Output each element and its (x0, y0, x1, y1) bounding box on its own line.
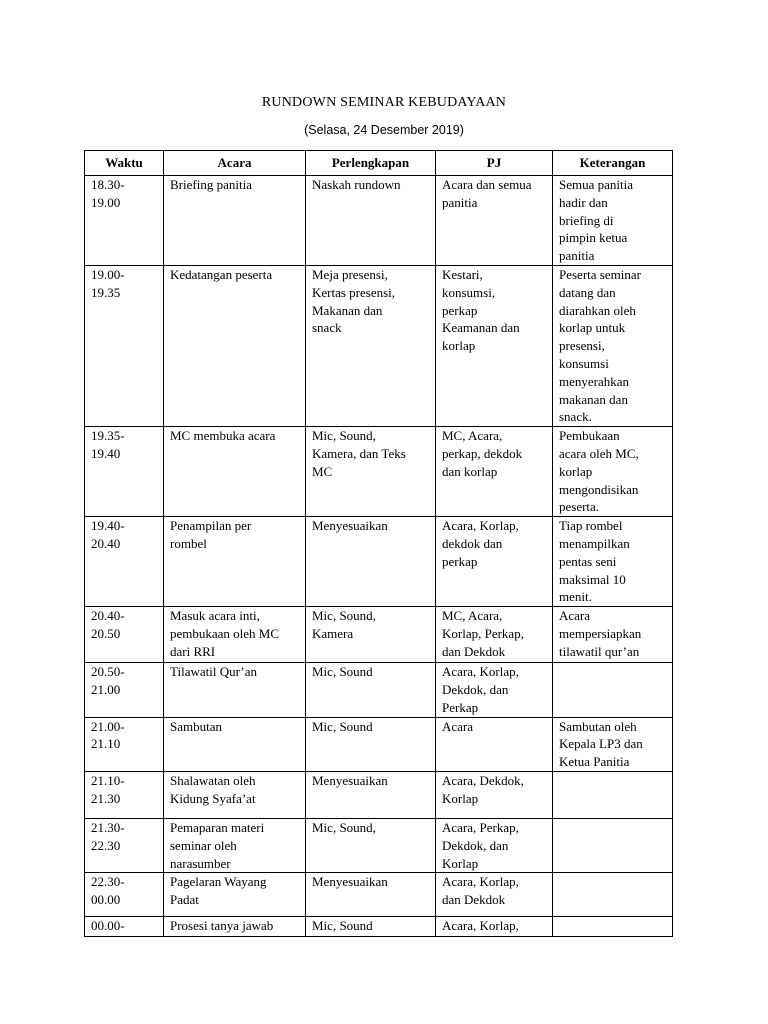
cell-keterangan (553, 771, 673, 818)
cell-line: Penampilan per (170, 518, 252, 534)
cell-line: Kestari, (442, 266, 483, 282)
cell-line: Sambutan oleh (559, 718, 637, 734)
cell-line: Acara dan semua (442, 177, 532, 192)
cell-perlengkapan (306, 818, 436, 872)
cell-line: MC (312, 463, 333, 479)
cell-line: Kedatangan peserta (170, 266, 273, 282)
cell-pj (436, 663, 553, 717)
cell-perlengkapan (306, 663, 436, 717)
table-row (85, 917, 673, 937)
cell-line: Acara (442, 718, 474, 734)
cell-keterangan (553, 265, 673, 426)
cell-line: datang dan (559, 284, 616, 300)
cell-line: Acara, Korlap, (442, 918, 519, 934)
cell-pj (436, 917, 553, 937)
cell-acara (164, 818, 306, 872)
cell-waktu (85, 427, 164, 517)
cell-line: 20.40- (91, 608, 125, 624)
cell-line: 21.00- (91, 718, 125, 734)
cell-line: panitia (442, 194, 478, 210)
cell-line: snack. (559, 409, 592, 425)
cell-waktu (85, 607, 164, 663)
cell-line: 22.30 (91, 837, 121, 853)
cell-waktu (85, 771, 164, 818)
cell-pj (436, 607, 553, 663)
cell-line: Briefing panitia (170, 177, 252, 192)
cell-line: dan Dekdok (442, 643, 506, 659)
cell-line: mengondisikan (559, 481, 639, 497)
cell-line: menampilkan (559, 535, 630, 551)
cell-line: diarahkan oleh (559, 302, 636, 318)
cell-line: 20.40 (91, 535, 121, 551)
cell-waktu (85, 818, 164, 872)
cell-waktu (85, 717, 164, 771)
cell-line: Tilawatil Qur’an (170, 664, 258, 680)
cell-keterangan (553, 517, 673, 607)
cell-waktu (85, 176, 164, 266)
table-row (85, 717, 673, 771)
cell-acara (164, 427, 306, 517)
cell-line: 21.10- (91, 772, 125, 788)
cell-line: Padat (170, 892, 199, 908)
cell-keterangan (553, 427, 673, 517)
cell-line: Pagelaran Wayang (170, 874, 267, 890)
header-keterangan: Keterangan (553, 151, 673, 176)
cell-line: Dekdok, dan (442, 681, 509, 697)
cell-line: 19.35 (91, 284, 121, 300)
cell-line: konsumsi, (442, 284, 496, 300)
cell-waktu (85, 265, 164, 426)
cell-line: Mic, Sound (312, 718, 373, 734)
cell-line: Korlap, Perkap, (442, 625, 524, 641)
header-waktu: Waktu (85, 151, 164, 176)
cell-line: perkap, dekdok (442, 445, 523, 461)
table-row (85, 427, 673, 517)
table-row (85, 873, 673, 917)
table-header-row (85, 151, 673, 176)
cell-line: Pemaparan materi (170, 819, 265, 835)
cell-line: Pembukaan (559, 428, 620, 444)
cell-perlengkapan (306, 873, 436, 917)
cell-line: 22.30- (91, 874, 125, 890)
cell-pj (436, 717, 553, 771)
cell-waktu (85, 517, 164, 607)
cell-line: Masuk acara inti, (170, 608, 260, 624)
cell-line: Kidung Syafa’at (170, 790, 256, 806)
cell-line: korlap untuk (559, 320, 626, 336)
header-pj: PJ (436, 151, 553, 176)
cell-line: presensi, (559, 338, 605, 354)
cell-line: korlap (559, 463, 593, 479)
cell-keterangan (553, 176, 673, 266)
cell-line: Acara, Korlap, (442, 874, 519, 890)
cell-waktu (85, 873, 164, 917)
cell-line: Mic, Sound, (312, 608, 376, 624)
cell-keterangan (553, 717, 673, 771)
cell-line: Kertas presensi, (312, 284, 396, 300)
cell-line: pembukaan oleh MC (170, 625, 280, 641)
cell-line: narasumber (170, 855, 231, 871)
cell-pj (436, 771, 553, 818)
cell-perlengkapan (306, 607, 436, 663)
table-row (85, 771, 673, 818)
cell-line: menyerahkan (559, 373, 630, 389)
cell-line: 19.00 (91, 194, 121, 210)
cell-keterangan (553, 818, 673, 872)
cell-line: Mic, Sound, (312, 819, 376, 835)
cell-line: Meja presensi, (312, 266, 388, 282)
cell-line: MC membuka acara (170, 428, 276, 444)
cell-line: mempersiapkan (559, 625, 642, 641)
cell-waktu (85, 663, 164, 717)
cell-line: Keamanan dan (442, 320, 520, 336)
cell-line: Menyesuaikan (312, 874, 388, 890)
cell-line: Acara, Dekdok, (442, 772, 524, 788)
cell-line: 21.00 (91, 681, 121, 697)
document-subtitle: (Selasa, 24 Desember 2019) (304, 123, 464, 137)
cell-line: 18.30- (91, 177, 125, 192)
cell-perlengkapan (306, 427, 436, 517)
cell-line: tilawatil qur’an (559, 643, 640, 659)
cell-line: Peserta seminar (559, 266, 641, 282)
cell-line: Menyesuaikan (312, 518, 388, 534)
table-row (85, 607, 673, 663)
cell-line: Tiap rombel (559, 518, 623, 534)
cell-pj (436, 873, 553, 917)
cell-line: Menyesuaikan (312, 772, 388, 788)
cell-line: hadir dan (559, 194, 608, 210)
cell-line: Perkap (442, 699, 479, 715)
cell-keterangan (553, 663, 673, 717)
cell-line: Mic, Sound, (312, 428, 376, 444)
cell-line: Semua panitia (559, 177, 634, 192)
cell-line: Korlap (442, 855, 479, 871)
cell-line: 00.00 (91, 892, 121, 908)
table-row (85, 818, 673, 872)
cell-line: dari RRI (170, 643, 216, 659)
cell-keterangan (553, 607, 673, 663)
cell-line: 21.30- (91, 819, 125, 835)
cell-line: Kepala LP3 dan (559, 736, 643, 752)
cell-line: perkap (442, 553, 478, 569)
cell-line: 19.00- (91, 266, 125, 282)
cell-line: 21.30 (91, 790, 121, 806)
cell-line: Shalawatan oleh (170, 772, 256, 788)
cell-line: briefing di (559, 212, 614, 228)
cell-line: Naskah rundown (312, 177, 401, 192)
cell-keterangan (553, 873, 673, 917)
cell-line: pentas seni (559, 553, 617, 569)
cell-line: Acara, Perkap, (442, 819, 519, 835)
cell-line: Mic, Sound (312, 918, 373, 934)
cell-acara (164, 176, 306, 266)
cell-line: panitia (559, 248, 595, 264)
cell-line: rombel (170, 535, 207, 551)
cell-line: Prosesi tanya jawab (170, 918, 274, 934)
cell-line: seminar oleh (170, 837, 237, 853)
cell-pj (436, 176, 553, 266)
cell-line: 19.40 (91, 445, 121, 461)
cell-pj (436, 517, 553, 607)
cell-line: Korlap (442, 790, 479, 806)
cell-line: konsumsi (559, 355, 609, 371)
document-title: RUNDOWN SEMINAR KEBUDAYAAN (261, 95, 507, 110)
cell-acara (164, 717, 306, 771)
cell-line: 20.50 (91, 625, 121, 641)
cell-line: Acara, Korlap, (442, 518, 519, 534)
cell-line: dan Dekdok (442, 892, 506, 908)
header-acara: Acara (164, 151, 306, 176)
cell-line: Acara (559, 608, 591, 624)
cell-pj (436, 265, 553, 426)
cell-line: perkap (442, 302, 478, 318)
cell-acara (164, 607, 306, 663)
cell-line: MC, Acara, (442, 608, 503, 624)
cell-line: peserta. (559, 499, 600, 515)
cell-perlengkapan (306, 717, 436, 771)
rundown-table (84, 150, 673, 937)
table-row (85, 663, 673, 717)
cell-line: Kamera, dan Teks (312, 445, 406, 461)
cell-line: MC, Acara, (442, 428, 503, 444)
cell-perlengkapan (306, 265, 436, 426)
cell-line: 19.40- (91, 518, 125, 534)
cell-line: 21.10 (91, 736, 121, 752)
table-row (85, 517, 673, 607)
header-perlengkapan: Perlengkapan (306, 151, 436, 176)
cell-line: Sambutan (170, 718, 222, 734)
cell-line: makanan dan (559, 391, 628, 407)
cell-line: 00.00- (91, 918, 125, 934)
table-row (85, 265, 673, 426)
cell-acara (164, 663, 306, 717)
cell-line: snack (312, 320, 342, 336)
cell-line: dan korlap (442, 463, 498, 479)
cell-line: Dekdok, dan (442, 837, 509, 853)
cell-line: korlap (442, 338, 476, 354)
cell-acara (164, 917, 306, 937)
cell-acara (164, 517, 306, 607)
cell-perlengkapan (306, 176, 436, 266)
cell-line: menit. (559, 589, 592, 605)
cell-line: 19.35- (91, 428, 125, 444)
cell-acara (164, 771, 306, 818)
cell-keterangan (553, 917, 673, 937)
table-body (85, 176, 673, 937)
cell-pj (436, 427, 553, 517)
cell-line: Ketua Panitia (559, 754, 630, 770)
table-row (85, 176, 673, 266)
cell-line: Mic, Sound (312, 664, 373, 680)
cell-line: 20.50- (91, 664, 125, 680)
cell-line: acara oleh MC, (559, 445, 639, 461)
cell-line: pimpin ketua (559, 230, 628, 246)
cell-perlengkapan (306, 771, 436, 818)
cell-pj (436, 818, 553, 872)
cell-line: Acara, Korlap, (442, 664, 519, 680)
cell-waktu (85, 917, 164, 937)
cell-perlengkapan (306, 517, 436, 607)
cell-line: maksimal 10 (559, 571, 626, 587)
cell-line: Makanan dan (312, 302, 383, 318)
cell-acara (164, 873, 306, 917)
cell-acara (164, 265, 306, 426)
cell-line: Kamera (312, 625, 354, 641)
cell-line: dekdok dan (442, 535, 503, 551)
cell-perlengkapan (306, 917, 436, 937)
